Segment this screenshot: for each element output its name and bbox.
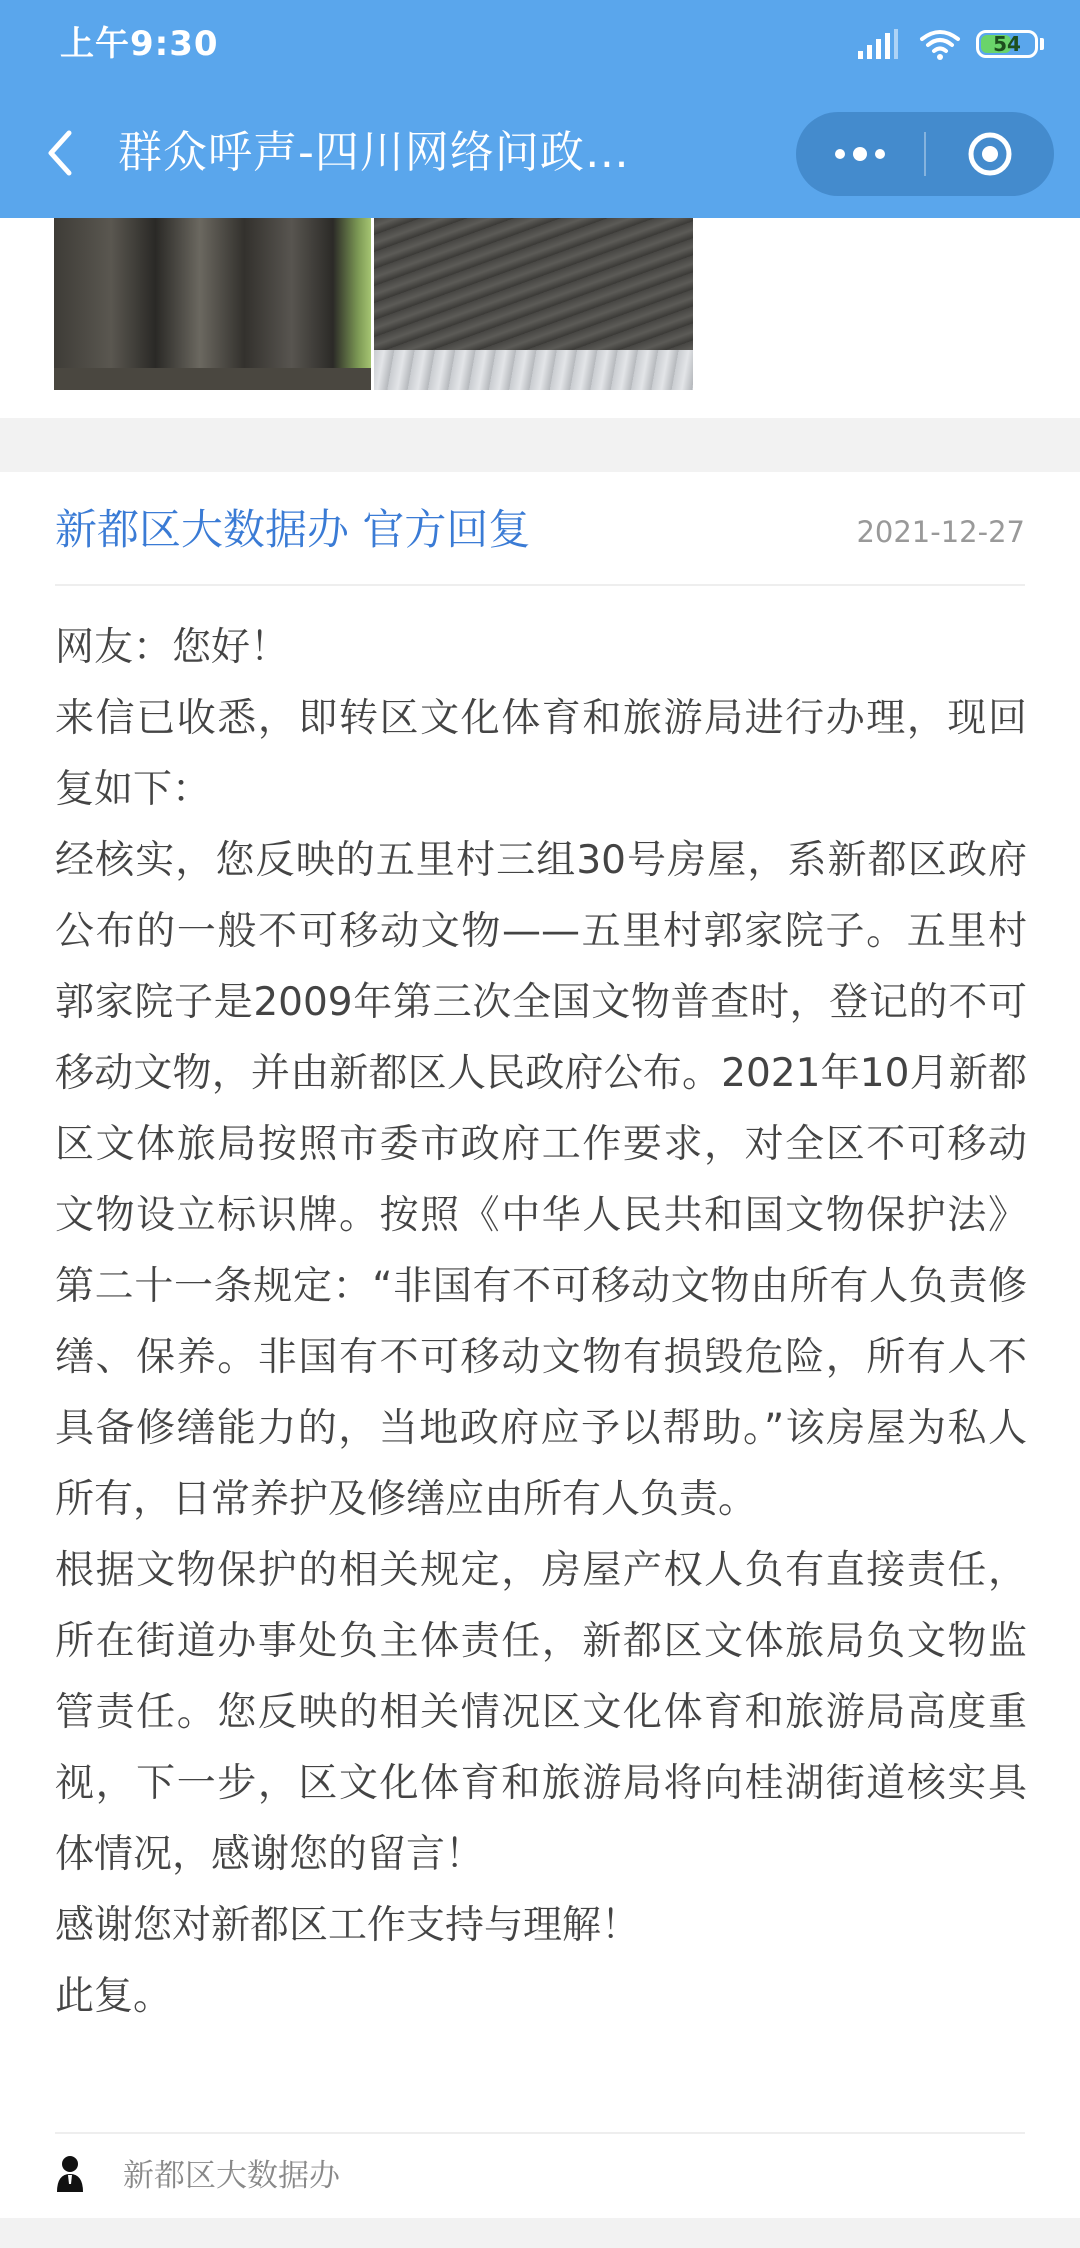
reply-paragraph: 此复。: [55, 1974, 173, 2019]
reply-footer: [55, 2132, 1025, 2220]
back-button[interactable]: [30, 118, 90, 188]
status-icons: [856, 24, 1044, 64]
photo-roof[interactable]: [374, 218, 693, 390]
reply-paragraph: 经核实，您反映的五里村三组30号房屋，系新都区政府公布的一般不可移动文物——五里村郭家院子。五里村郭家院子是2009年第三次全国文物普查时，登记的不可移动文物，并由新都区人民政府公布。2021年10月新都区文体旅局按照市委市政府工作要求，对全区不可移动文物设立标识牌。按照《中华人民共和国文物保护法》第二十一条规定：“非国有不可移动文物由所有人负责修缮、保养。非国有不可移动文物有损毁危险，所有人不具备修缮能力的，当地政府应予以帮助。”该房屋为私人所有，日常养护及修缮应由所有人负责。: [55, 838, 1027, 1522]
reply-paragraph: 根据文物保护的相关规定，房屋产权人负有直接责任，所在街道办事处负主体责任，新都区文体旅局负文物监管责任。您反映的相关情况区文化体育和旅游局高度重视，下一步，区文化体育和旅游局将向桂湖街道核实具体情况，感谢您的留言！: [55, 1548, 1027, 1877]
more-button[interactable]: [796, 112, 924, 196]
more-dots-icon: [832, 146, 888, 162]
reply-body: [55, 612, 1027, 2032]
reply-paragraph: 网友：您好！: [55, 625, 290, 670]
chevron-left-icon: [43, 129, 77, 177]
status-time: 上午9:30: [60, 24, 219, 64]
reply-header: [55, 472, 1025, 586]
status-bar: [0, 0, 1080, 88]
mini-program-capsule: [796, 112, 1054, 196]
nav-bar: [0, 88, 1080, 218]
photos-card: [0, 218, 1080, 418]
reply-paragraph: 感谢您对新都区工作支持与理解！: [55, 1903, 641, 1948]
wifi-icon: [918, 27, 962, 61]
reply-footer-name: 新都区大数据办: [123, 2158, 340, 2194]
close-mini-program-button[interactable]: [926, 112, 1054, 196]
battery-icon: [976, 30, 1038, 58]
reply-date: 2021-12-27: [856, 515, 1025, 549]
page-title: 群众呼声-四川网络问政…: [118, 127, 630, 178]
reply-paragraph: 来信已收悉，即转区文化体育和旅游局进行办理，现回复如下：: [55, 696, 1027, 812]
signal-icon: [856, 27, 900, 61]
target-circle-icon: [966, 130, 1014, 178]
reply-card: [0, 472, 1080, 2218]
battery-level: 54: [993, 32, 1021, 56]
battery-tip: [1040, 38, 1044, 50]
photo-wall[interactable]: [54, 218, 371, 390]
reply-author: 新都区大数据办 官方回复: [55, 505, 531, 554]
user-avatar-icon: [55, 2154, 85, 2194]
